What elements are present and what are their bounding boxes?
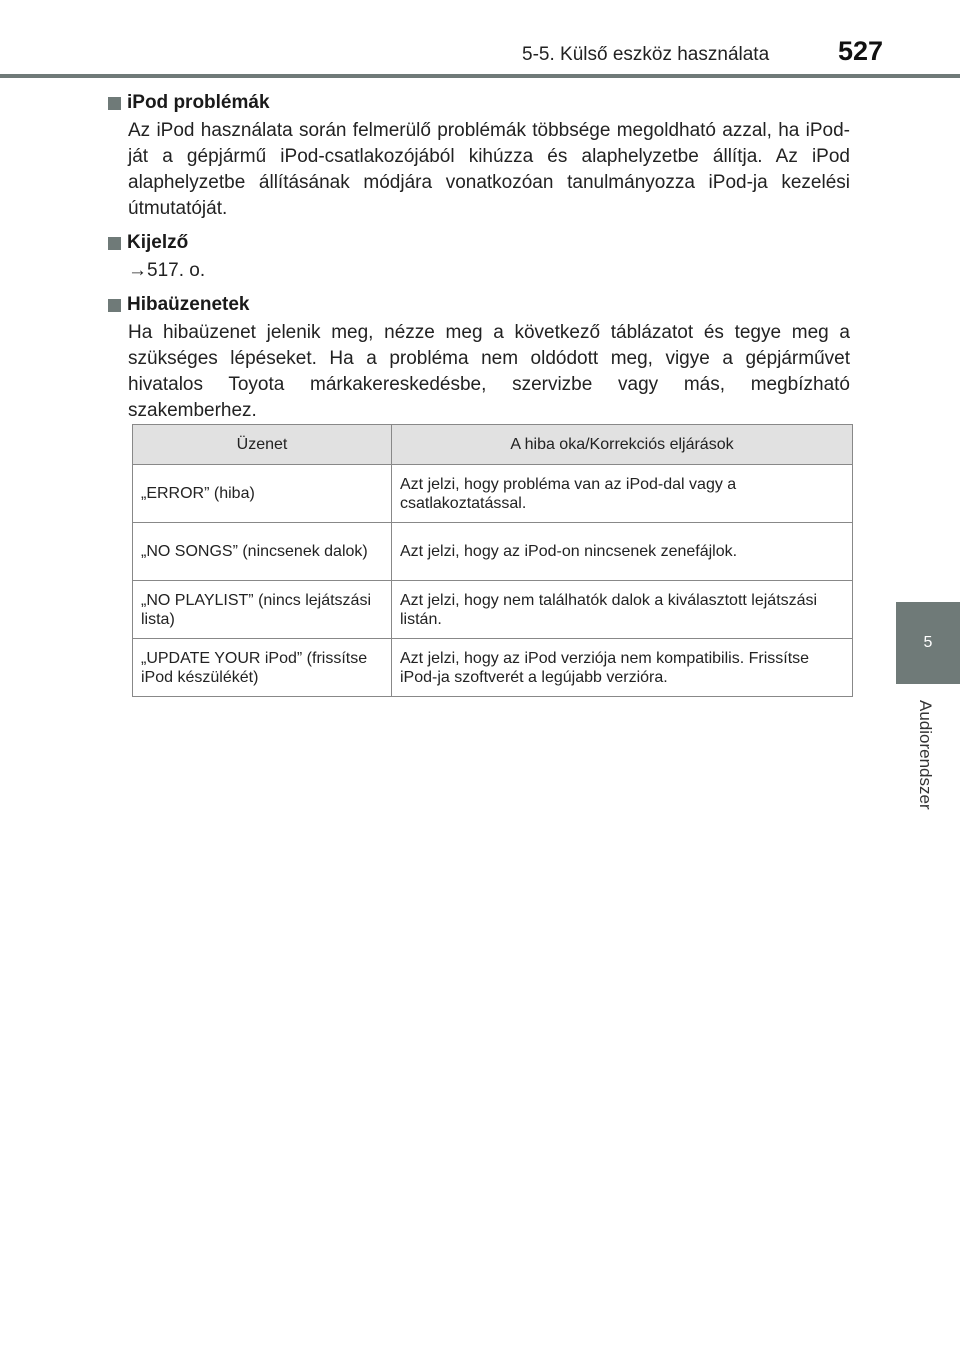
chapter-label: Audiorendszer [916, 700, 935, 810]
cause-cell: Azt jelzi, hogy probléma van az iPod-dal vagy a csatlakoztatással. [392, 465, 853, 523]
error-message-table [132, 424, 853, 697]
cause-cell: Azt jelzi, hogy nem találhatók dalok a kiválasztott lejátszási listán. [392, 581, 853, 639]
section-errors [108, 292, 850, 424]
column-header-cause: A hiba oka/Korrekciós eljárások [392, 425, 853, 465]
heading-text: Kijelző [127, 232, 189, 253]
page-reference: →517. o. [128, 260, 206, 281]
table-row [133, 465, 853, 523]
message-cell: „NO PLAYLIST” (nincs lejátszási lista) [133, 581, 392, 639]
message-cell: „UPDATE YOUR iPod” (frissítse iPod készülékét) [133, 639, 392, 697]
table-header-row [133, 425, 853, 465]
header-title: 5-5. Külső eszköz használata [522, 44, 770, 65]
table-row [133, 581, 853, 639]
section-heading [108, 230, 850, 256]
section-display [108, 230, 850, 284]
cause-cell: Azt jelzi, hogy az iPod-on nincsenek zenefájlok. [392, 523, 853, 581]
column-header-message: Üzenet [133, 425, 392, 465]
content [108, 90, 850, 432]
table-row [133, 639, 853, 697]
table-row [133, 523, 853, 581]
section-ipod [108, 90, 850, 222]
section-heading [108, 292, 850, 318]
square-bullet-icon [108, 97, 121, 110]
message-cell: „NO SONGS” (nincsenek dalok) [133, 523, 392, 581]
cause-cell: Azt jelzi, hogy az iPod verziója nem kompatibilis. Frissítse iPod-ja szoftverét a legújabb verzióra. [392, 639, 853, 697]
square-bullet-icon [108, 299, 121, 312]
chapter-tab: 5 [896, 602, 960, 684]
section-body: Ha hibaüzenet jelenik meg, nézze meg a következő táblázatot és tegye meg a szükséges lépéseket. Ha a probléma nem oldódott meg, vigye a gépjárművet hivatalos Toyota márkakereskedésbe, szervizbe vagy más, megbízható szakemberhez. [128, 322, 850, 421]
section-body: Az iPod használata során felmerülő problémák többsége megoldható azzal, ha iPod-ját a gépjármű iPod-csatlakozójából kihúzza és alaphelyzetbe állítja. Az iPod alaphelyzetbe állításának módjára vonatkozóan tanulmányozza iPod-ja kezelési útmutatóját. [128, 120, 850, 219]
heading-text: Hibaüzenetek [127, 294, 250, 315]
heading-text: iPod problémák [127, 92, 270, 113]
header-rule [0, 74, 960, 78]
square-bullet-icon [108, 237, 121, 250]
section-heading [108, 90, 850, 116]
message-cell: „ERROR” (hiba) [133, 465, 392, 523]
page-number: 527 [838, 36, 884, 66]
